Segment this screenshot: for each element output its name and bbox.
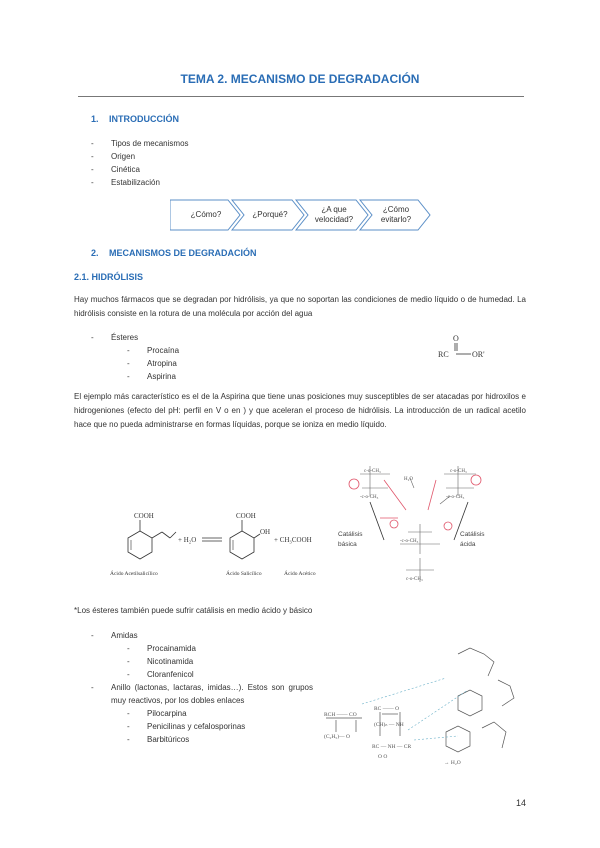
- svg-text:c-o-CH₃: c-o-CH₃: [406, 577, 423, 582]
- section-2-title: MECANISMOS DE DEGRADACIÓN: [109, 248, 257, 258]
- ester-catalysis-note: *Los ésteres también puede sufrir catálisis en medio ácido y básico: [74, 606, 313, 615]
- plus-acetic: + CH₃COOH: [274, 536, 312, 544]
- list-item: - Nicotinamida: [127, 657, 194, 666]
- section-1-heading: [91, 114, 179, 124]
- svg-text:RCH —— CO: RCH —— CO: [324, 712, 357, 718]
- aspirin-paragraph: El ejemplo más característico es el de la Aspirina que tiene unas posiciones muy susceptibles de ser atacadas por hidroxilos e hidrogeniones (efecto del pH: perfil en V o en ) y que aceleran el proceso de hidrólisis. La introducción de un radical acetilo hace que no pueda administrarse en formas líquidas, porque se ioniza en medio líquido.: [74, 392, 526, 429]
- title-divider: [78, 96, 524, 97]
- process-flow: [170, 199, 432, 231]
- subsection-2-1-heading: 2.1. HIDRÓLISIS: [74, 272, 144, 282]
- list-item: - Cloranfenicol: [127, 670, 194, 679]
- catalysis-mechanism: [340, 458, 500, 588]
- section-1-title: INTRODUCCIÓN: [109, 114, 179, 124]
- label-acetylsalicylic: Ácido Acetilsalicílico: [110, 571, 158, 577]
- svg-text:-c-o-CH₃: -c-o-CH₃: [446, 495, 465, 500]
- list-item: - Procainamida: [127, 644, 196, 653]
- list-item: - Penicilinas y cefalosporinas: [127, 722, 246, 731]
- page-number: 14: [515, 798, 526, 808]
- ring-structures-diagram: [318, 640, 528, 765]
- section-1-number: 1.: [91, 114, 99, 124]
- svg-text:c-o-CH₃: c-o-CH₃: [450, 469, 467, 474]
- list-item: - Aspirina: [127, 372, 176, 381]
- esteres-list: [91, 331, 179, 383]
- intro-list: [91, 137, 189, 189]
- svg-text:(C₂H₅)— O: (C₂H₅)— O: [324, 734, 350, 740]
- ester-rc: RC: [438, 350, 449, 359]
- svg-text:-c-o-CH₃: -c-o-CH₃: [400, 539, 419, 544]
- list-item: - Cinética: [91, 165, 140, 174]
- ester-oxygen: O: [453, 334, 459, 343]
- flow-step-1: ¿Cómo?: [190, 210, 222, 219]
- list-item: - Anillo (lactonas, lactaras, imidas…). Estos son grupos muy reactivos, por los dobles enlaces: [91, 683, 313, 705]
- plus-water: + H₂O: [178, 536, 197, 544]
- list-item: - Atropina: [127, 359, 177, 368]
- list-item: - Ésteres: [91, 333, 139, 342]
- svg-text:c-o-CH₃: c-o-CH₃: [364, 469, 381, 474]
- list-item: - Estabilización: [91, 178, 160, 187]
- svg-text:O O: O O: [378, 754, 388, 760]
- svg-text:-c-o-CH₃: -c-o-CH₃: [360, 495, 379, 500]
- catalysis-basic-label: Catálisis básica: [338, 531, 363, 548]
- label-acetic: Ácido Acético: [284, 571, 316, 577]
- flow-step-2: ¿Porqué?: [252, 210, 288, 219]
- cooh-label-2: COOH: [236, 512, 256, 520]
- label-salicylic: Ácido Salicílico: [226, 571, 262, 577]
- list-item: - Procaína: [127, 346, 180, 355]
- hydrolysis-paragraph: Hay muchos fármacos que se degradan por hidrólisis, ya que no soportan las condiciones de medio líquido o de humedad. La hidrólisis consiste en la rotura de una molécula por acción del agua: [74, 295, 526, 318]
- catalysis-acid-label: Catálisis ácida: [460, 531, 485, 548]
- svg-text:H₂O: H₂O: [404, 477, 413, 482]
- svg-text:(CH)ₙ — NH: (CH)ₙ — NH: [374, 722, 404, 728]
- section-2-number: 2.: [91, 248, 99, 258]
- list-item: - Tipos de mecanismos: [91, 139, 189, 148]
- list-item: - Pilocarpina: [127, 709, 187, 718]
- section-2-heading: [91, 248, 257, 258]
- cooh-label: COOH: [134, 512, 154, 520]
- oh-label: OH: [260, 528, 271, 536]
- svg-text:→ H₂O: → H₂O: [444, 760, 461, 765]
- list-item: - Barbitúricos: [127, 735, 190, 744]
- flow-step-3: ¿A que velocidad?: [314, 205, 354, 224]
- page-title: TEMA 2. MECANISMO DE DEGRADACIÓN: [180, 72, 420, 86]
- anillo-list: [91, 681, 313, 746]
- list-item: - Amidas: [91, 631, 138, 640]
- aspirin-hydrolysis-reaction: [108, 508, 328, 583]
- svg-text:RC —— O: RC —— O: [374, 706, 400, 712]
- ester-formula: [436, 332, 496, 362]
- svg-text:RC — NH — CR: RC — NH — CR: [372, 744, 412, 750]
- list-item: - Origen: [91, 152, 136, 161]
- flow-step-4: ¿Cómo evitarlo?: [380, 205, 412, 224]
- amidas-list: [91, 629, 196, 681]
- ester-or: OR': [472, 350, 485, 359]
